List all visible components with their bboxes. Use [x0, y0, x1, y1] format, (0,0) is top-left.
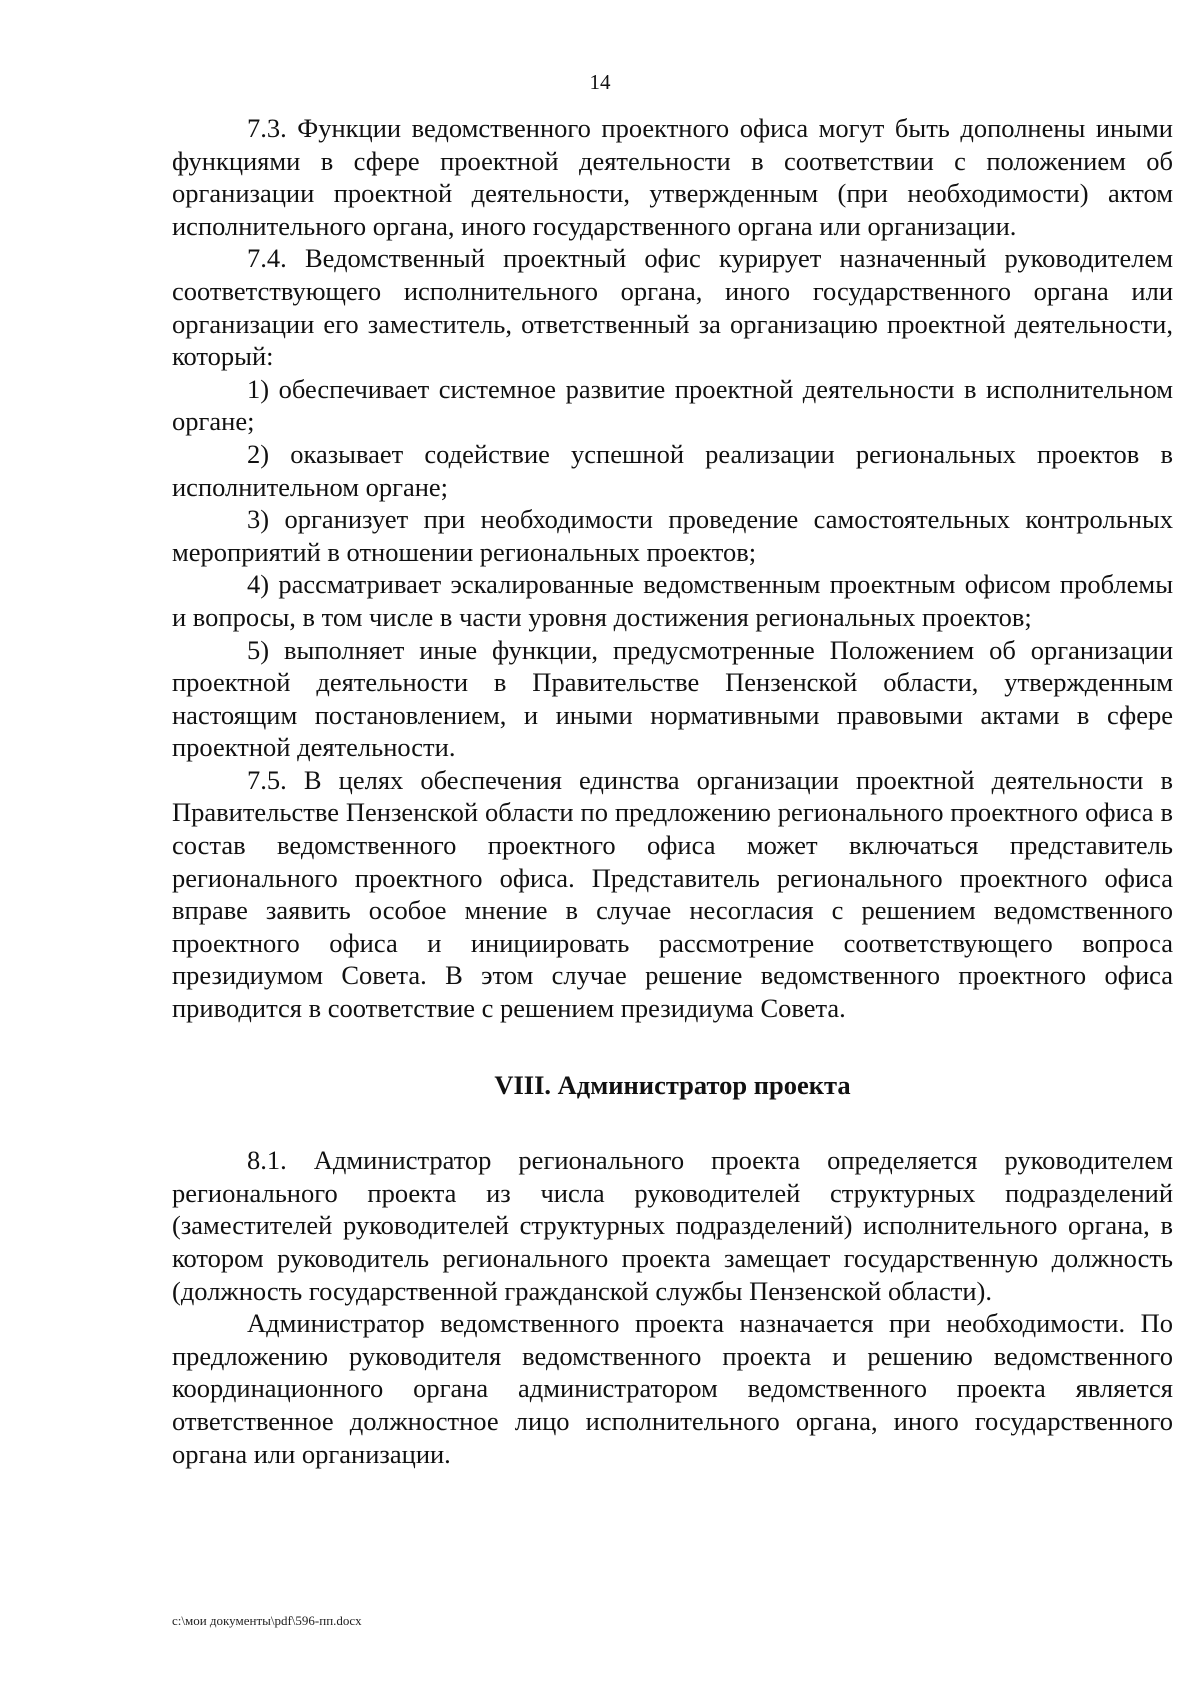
page-number: 14: [589, 70, 611, 94]
list-item-1: 1) обеспечивает системное развитие проектной деятельности в исполнительном органе;: [172, 373, 1173, 437]
list-item-4: 4) рассматривает эскалированные ведомственным проектным офисом проблемы и вопросы, в том числе в части уровня достижения региональных проектов;: [172, 569, 1173, 632]
paragraph-7-5: 7.5. В целях обеспечения единства организации проектной деятельности в Правительстве Пензенской области по предложению регионального проектного офиса в состав ведомственного проектного офиса может включаться представитель регионального проектного офиса. Представитель регионального проектного офиса вправе заявить особое мнение в случае несогласия с решением ведомственного проектного офиса и инициировать рассмотрение соответствующего вопроса президиумом Совета. В этом случае решение ведомственного проектного офиса приводится в соответствие с решением президиума Совета.: [172, 764, 1173, 1024]
section-heading: VIII. Администратор проекта: [494, 1069, 851, 1100]
paragraph-7-4: 7.4. Ведомственный проектный офис курирует назначенный руководителем соответствующего исполнительного органа, иного государственного органа или организации его заместитель, ответственный за организацию проектной деятельности, который:: [172, 243, 1173, 372]
list-item-2: 2) оказывает содействие успешной реализации региональных проектов в исполнительном органе;: [172, 438, 1173, 502]
list-item-5: 5) выполняет иные функции, предусмотренные Положением об организации проектной деятельности в Правительстве Пензенской области, утвержденным настоящим постановлением, и иными нормативными правовыми актами в сфере проектной деятельности.: [172, 634, 1173, 763]
paragraph-8-1: 8.1. Администратор регионального проекта определяется руководителем регионального проекта из числа руководителей структурных подразделений (заместителей руководителей структурных подразделений) исполнительного органа, в котором руководитель регионального проекта замещает государственную должность (должность государственной гражданской службы Пензенской области).: [172, 1145, 1173, 1306]
footer-file-path: c:\мои документы\pdf\596-пп.docx: [172, 1613, 362, 1628]
document-body: [172, 112, 1173, 1470]
list-item-3: 3) организует при необходимости проведение самостоятельных контрольных мероприятий в отношении региональных проектов;: [172, 504, 1173, 567]
paragraph-7-3: 7.3. Функции ведомственного проектного офиса могут быть дополнены иными функциями в сфере проектной деятельности в соответствии с положением об организации проектной деятельности, утвержденным (при необходимости) актом исполнительного органа, иного государственного органа или организации.: [172, 113, 1173, 241]
paragraph-8-1-continued: Администратор ведомственного проекта назначается при необходимости. По предложению руководителя ведомственного проекта и решению ведомственного координационного органа администратором ведомственного проекта является ответственное должностное лицо исполнительного органа, иного государственного органа или организации.: [172, 1308, 1173, 1469]
